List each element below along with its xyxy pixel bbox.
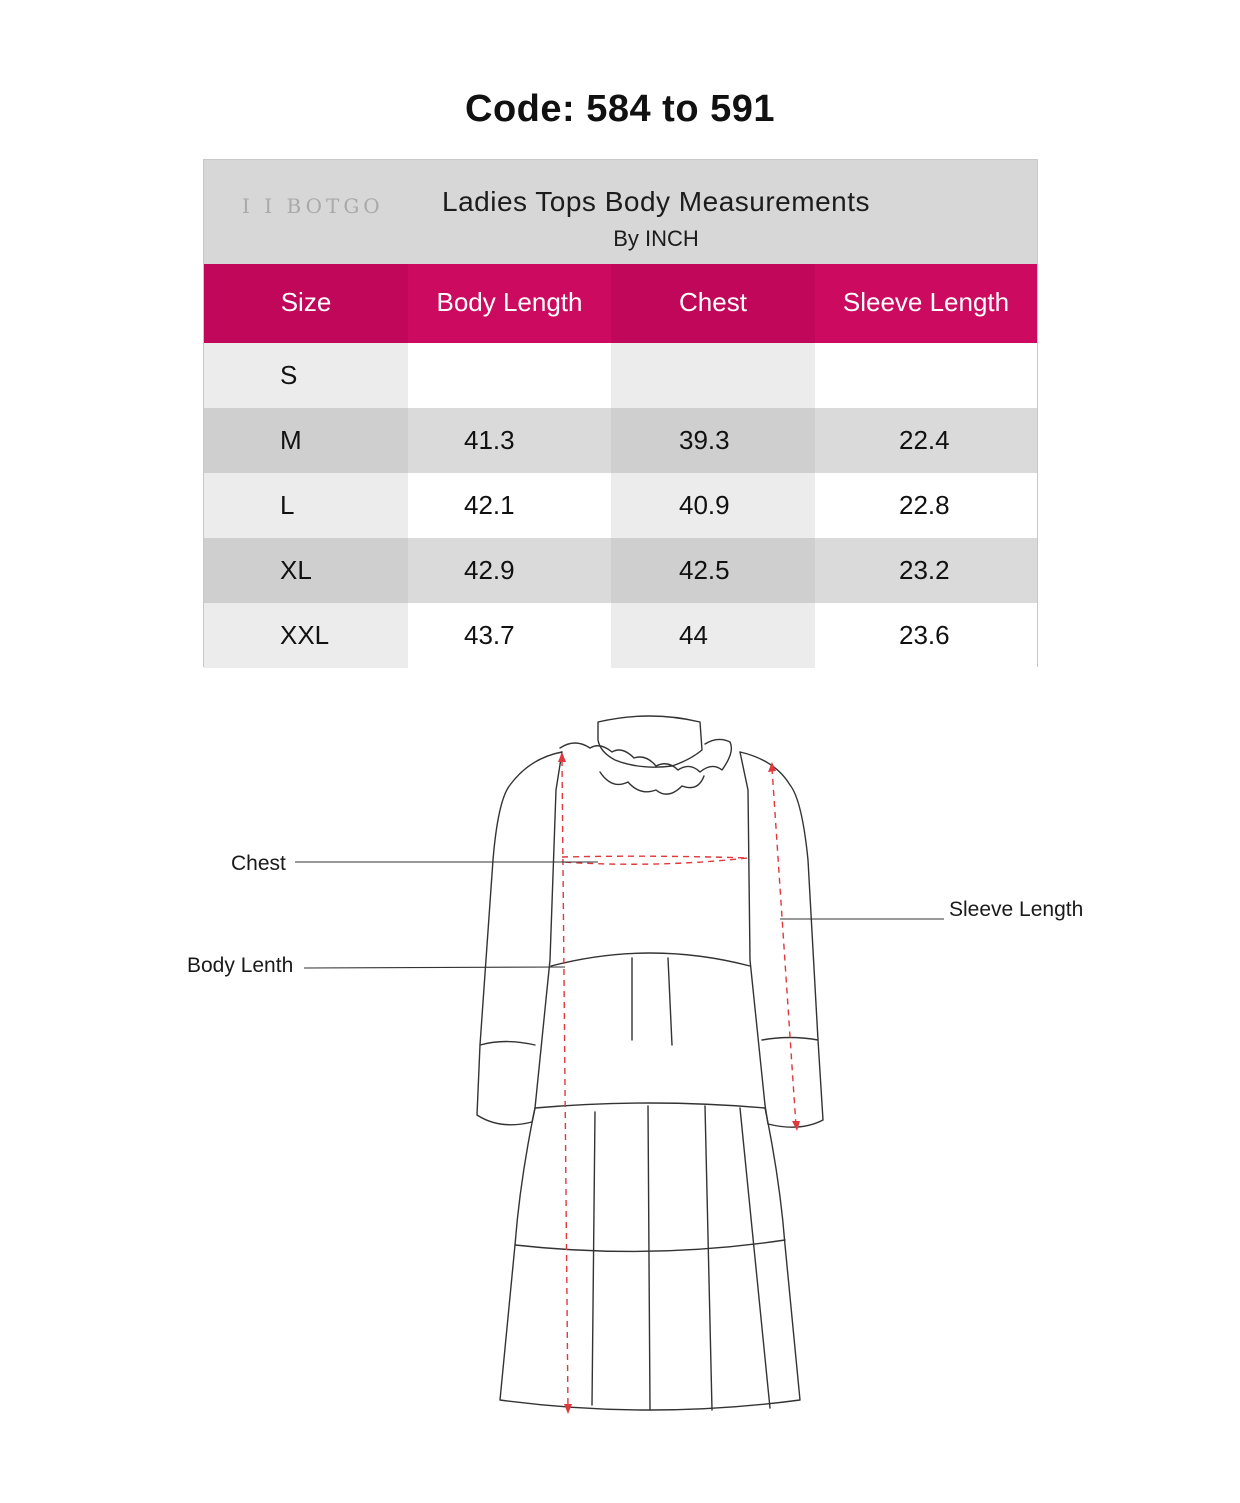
sleeve-length-callout-label: Sleeve Length <box>949 898 1084 921</box>
cell-size: XL <box>204 538 408 603</box>
cell-chest: 40.9 <box>611 473 815 538</box>
chest-measure-line <box>562 856 748 864</box>
table-row <box>204 603 1037 668</box>
cell-chest: 42.5 <box>611 538 815 603</box>
cell-body-length: 42.9 <box>408 538 611 603</box>
cell-body-length: 41.3 <box>408 408 611 473</box>
header-body-length: Body Length <box>408 264 611 343</box>
table-row <box>204 538 1037 603</box>
tier-seam-1 <box>535 1103 765 1108</box>
cell-sleeve-length: 22.4 <box>815 408 1037 473</box>
left-sleeve <box>477 752 562 1125</box>
right-body-edge <box>740 752 765 1105</box>
cell-sleeve-length <box>815 343 1037 408</box>
chest-callout-label: Chest <box>231 852 286 875</box>
chart-title-band <box>204 160 1037 264</box>
waist-seam <box>551 953 750 966</box>
table-body <box>204 343 1037 668</box>
body-length-callout-label: Body Lenth <box>187 954 294 977</box>
cell-sleeve-length: 22.8 <box>815 473 1037 538</box>
right-sleeve <box>740 752 823 1127</box>
left-body-edge <box>535 752 562 1108</box>
size-chart <box>203 159 1038 667</box>
cell-body-length <box>408 343 611 408</box>
cell-chest: 44 <box>611 603 815 668</box>
dress-illustration <box>0 700 1240 1500</box>
header-sleeve-length: Sleeve Length <box>815 264 1037 343</box>
cell-size: L <box>204 473 408 538</box>
cell-sleeve-length: 23.2 <box>815 538 1037 603</box>
cell-size: XXL <box>204 603 408 668</box>
cell-chest: 39.3 <box>611 408 815 473</box>
cell-sleeve-length: 23.6 <box>815 603 1037 668</box>
header-size: Size <box>204 264 408 343</box>
table-header-row <box>204 264 1037 343</box>
header-chest: Chest <box>611 264 815 343</box>
brand-logo: I I BOTGO <box>242 194 384 218</box>
body-length-leader-line <box>304 967 565 968</box>
sleeve-length-measure-line <box>772 768 796 1126</box>
cell-body-length: 42.1 <box>408 473 611 538</box>
table-row <box>204 408 1037 473</box>
code-title: Code: 584 to 591 <box>465 88 775 130</box>
tier-seam-2 <box>515 1240 785 1251</box>
cell-chest <box>611 343 815 408</box>
cell-body-length: 43.7 <box>408 603 611 668</box>
chart-title: Ladies Tops Body Measurements <box>442 186 870 217</box>
arrow-head <box>558 752 566 762</box>
cell-size: M <box>204 408 408 473</box>
cell-size: S <box>204 343 408 408</box>
table-row <box>204 473 1037 538</box>
bow-shape <box>600 772 704 794</box>
collar-shape <box>598 716 702 767</box>
chart-subtitle: By INCH <box>613 226 699 251</box>
arrow-head <box>792 1121 800 1131</box>
table-row <box>204 343 1037 408</box>
arrow-head <box>564 1404 572 1414</box>
